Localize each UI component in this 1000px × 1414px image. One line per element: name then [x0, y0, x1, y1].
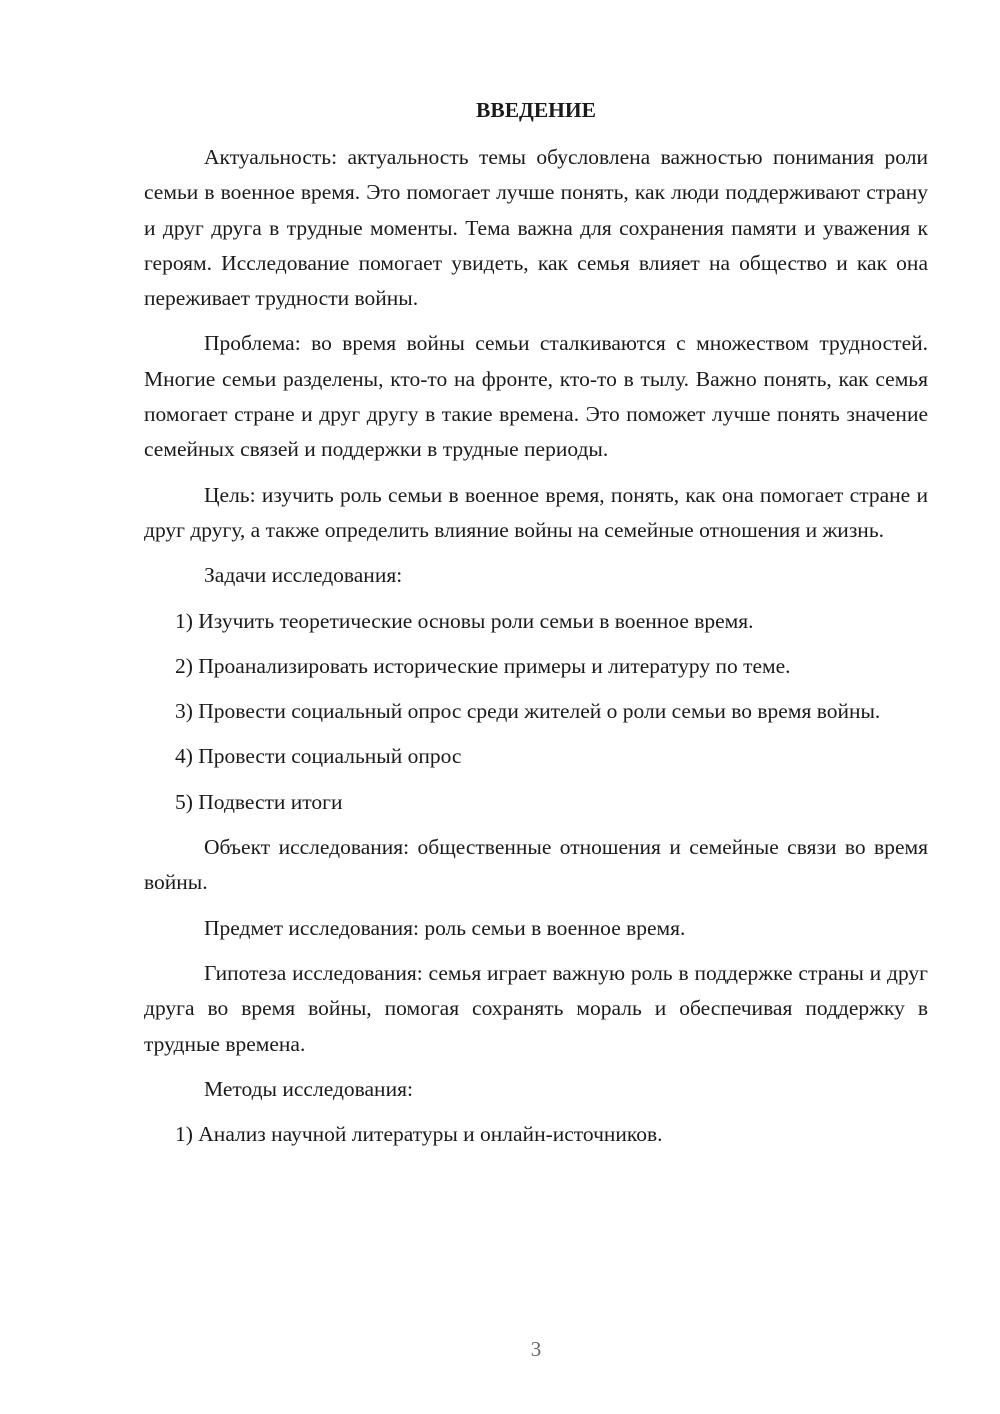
task-item-3: 3) Провести социальный опрос среди жителей о роли семьи во время войны. — [175, 699, 881, 724]
task-item-5: 5) Подвести итоги — [175, 789, 343, 814]
task-item-4: 4) Провести социальный опрос — [175, 744, 462, 769]
page-number: 3 — [530, 1337, 542, 1361]
tasks-heading: Задачи исследования: — [204, 563, 403, 588]
section-title: ВВЕДЕНИЕ — [476, 98, 596, 122]
problem-paragraph: Проблема: во время войны семьи сталкиваются с множеством трудностей. Многие семьи разделены, кто-то на фронте, кто-то в тылу. Важно понять, как семья помогает стране и друг другу в такие времена. Это поможет лучше понять значение семейных связей и поддержки в трудные периоды. — [144, 331, 928, 462]
task-item-1: 1) Изучить теоретические основы роли семьи в военное время. — [175, 608, 754, 633]
subject-paragraph: Предмет исследования: роль семьи в военное время. — [204, 915, 686, 940]
hypothesis-paragraph: Гипотеза исследования: семья играет важную роль в поддержке страны и друг друга во время войны, помогая сохранять мораль и обеспечивая поддержку в трудные времена. — [144, 960, 928, 1056]
method-item-1: 1) Анализ научной литературы и онлайн-источников. — [175, 1122, 663, 1147]
methods-heading: Методы исследования: — [204, 1076, 413, 1101]
relevance-paragraph: Актуальность: актуальность темы обусловлена важностью понимания роли семьи в военное время. Это помогает лучше понять, как люди поддерживают страну и друг друга в трудные моменты. Тема важна для сохранения памяти и уважения к героям. Исследование помогает увидеть, как семья влияет на общество и как она переживает трудности войны. — [144, 145, 928, 311]
goal-paragraph: Цель: изучить роль семьи в военное время, понять, как она помогает стране и друг другу, а также определить влияние войны на семейные отношения и жизнь. — [144, 482, 928, 542]
page-content — [144, 93, 928, 1162]
task-item-2: 2) Проанализировать исторические примеры и литературу по теме. — [175, 653, 791, 678]
object-paragraph: Объект исследования: общественные отношения и семейные связи во время войны. — [144, 835, 928, 895]
